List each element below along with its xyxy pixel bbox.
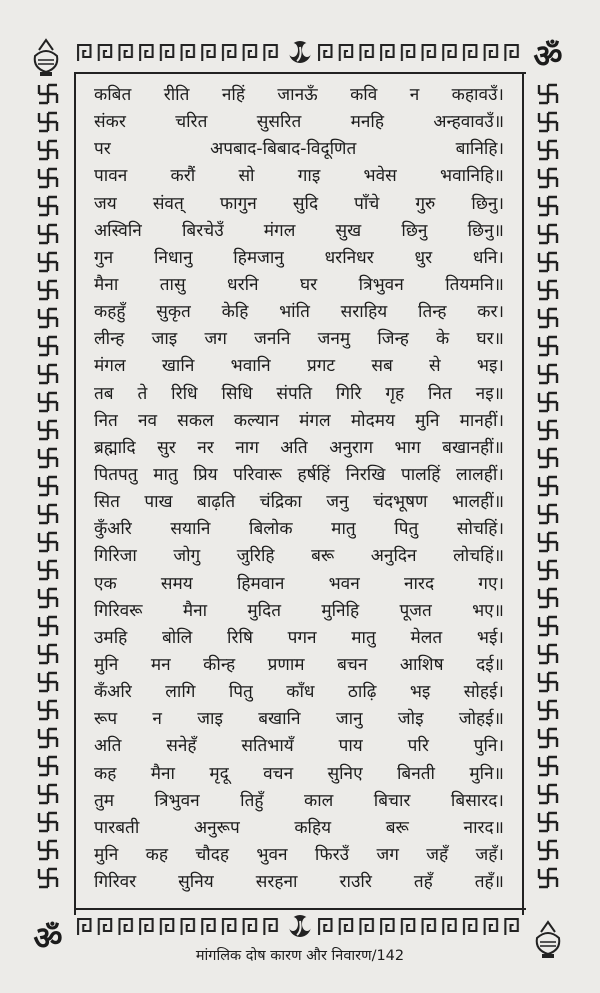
swastika-icon bbox=[37, 139, 59, 161]
swastika-icon bbox=[537, 615, 559, 637]
ganesha-icon bbox=[283, 913, 317, 939]
swastika-icon bbox=[537, 531, 559, 553]
swastika-motif bbox=[530, 556, 566, 584]
verse-line: उमहि बोलि रिषि पगन मातु मेलत भई। bbox=[94, 627, 504, 648]
page-footer: मांगलिक दोष कारण और निवारण/142 bbox=[195, 948, 405, 964]
swastika-motif bbox=[530, 416, 566, 444]
swastika-motif bbox=[30, 136, 66, 164]
swastika-motif bbox=[530, 472, 566, 500]
swastika-icon bbox=[537, 83, 559, 105]
swastika-motif bbox=[530, 304, 566, 332]
frame-line-left bbox=[74, 72, 76, 915]
swastika-motif bbox=[30, 388, 66, 416]
swastika-motif bbox=[30, 668, 66, 696]
swastika-motif bbox=[530, 584, 566, 612]
verse-line: लीन्ह जाइ जग जननि जनमु जिन्ह के घर॥ bbox=[94, 329, 504, 350]
swastika-icon bbox=[537, 335, 559, 357]
verse-line: जय संवत् फागुन सुदि पाँचे गुरु छिनु। bbox=[94, 193, 504, 214]
swastika-motif bbox=[530, 724, 566, 752]
swastika-icon bbox=[537, 279, 559, 301]
verse-line: मुनि कह चौदह भुवन फिरउँ जग जहँ जहँ। bbox=[94, 844, 504, 865]
swastika-icon bbox=[537, 699, 559, 721]
swastika-icon bbox=[37, 783, 59, 805]
swastika-icon bbox=[37, 671, 59, 693]
swastika-icon bbox=[537, 587, 559, 609]
swastika-motif bbox=[30, 304, 66, 332]
verse-line: कुँअरि सयानि बिलोक मातु पितु सोचहिं। bbox=[94, 519, 504, 540]
verse-line: सित पाख बाढ़ति चंद्रिका जनु चंदभूषण भालहीं॥ bbox=[94, 492, 504, 513]
swastika-motif bbox=[30, 416, 66, 444]
swastika-icon bbox=[537, 727, 559, 749]
swastika-icon bbox=[537, 475, 559, 497]
swastika-motif bbox=[30, 500, 66, 528]
swastika-motif bbox=[30, 360, 66, 388]
swastika-motif bbox=[530, 192, 566, 220]
verse-line: तब ते रिधि सिधि संपति गिरि गृह नित नइ॥ bbox=[94, 383, 504, 404]
swastika-motif bbox=[30, 724, 66, 752]
swastika-icon bbox=[37, 587, 59, 609]
verse-line: गिरिजा जोगु जुरिहि बरू अनुदिन लोचहिं॥ bbox=[94, 546, 504, 567]
swastika-motif bbox=[530, 276, 566, 304]
swastika-motif bbox=[530, 164, 566, 192]
swastika-motif bbox=[30, 808, 66, 836]
swastika-motif bbox=[530, 864, 566, 892]
verse-line: एक समय हिमवान भवन नारद गए। bbox=[94, 573, 504, 594]
verse-line: कह मैना मृदू वचन सुनिए बिनती मुनि॥ bbox=[94, 763, 504, 784]
swastika-icon bbox=[37, 811, 59, 833]
swastika-motif bbox=[530, 220, 566, 248]
swastika-icon bbox=[537, 139, 559, 161]
verse-line: अति सनेहँ सतिभायँ पाय परि पुनि। bbox=[94, 736, 504, 757]
swastika-icon bbox=[537, 783, 559, 805]
swastika-motif bbox=[30, 444, 66, 472]
swastika-motif bbox=[530, 248, 566, 276]
swastika-motif bbox=[530, 528, 566, 556]
verse-line: कँअरि लागि पितु काँध ठाढ़ि भइ सोहई। bbox=[94, 682, 504, 703]
verse-line: रूप न जाइ बखानि जानु जोइ जोहई॥ bbox=[94, 709, 504, 730]
left-swastika-column bbox=[30, 80, 66, 892]
swastika-motif bbox=[30, 640, 66, 668]
swastika-motif bbox=[30, 248, 66, 276]
swastika-icon bbox=[37, 419, 59, 441]
swastika-icon bbox=[37, 531, 59, 553]
swastika-motif bbox=[530, 808, 566, 836]
swastika-icon bbox=[37, 447, 59, 469]
verse-line: पर अपबाद-बिबाद-विदूणित बानिहि। bbox=[94, 139, 504, 160]
swastika-motif bbox=[530, 80, 566, 108]
verse-line: मैना तासु धरनि घर त्रिभुवन तियमनि॥ bbox=[94, 274, 504, 295]
bottom-border-band bbox=[76, 912, 524, 940]
verse-line: नित नव सकल कल्यान मंगल मोदमय मुनि मानहीं। bbox=[94, 410, 504, 431]
verse-line: गिरिवर सुनिय सरहना राउरि तहँ तहँ॥ bbox=[94, 872, 504, 893]
swastika-icon bbox=[37, 195, 59, 217]
swastika-icon bbox=[37, 755, 59, 777]
swastika-icon bbox=[37, 167, 59, 189]
swastika-motif bbox=[530, 136, 566, 164]
swastika-icon bbox=[537, 755, 559, 777]
swastika-motif bbox=[30, 836, 66, 864]
swastika-icon bbox=[537, 559, 559, 581]
verse-line: पारबती अनुरूप कहिय बरू नारद॥ bbox=[94, 817, 504, 838]
swastika-motif bbox=[30, 108, 66, 136]
key-pattern-icon bbox=[76, 41, 283, 63]
swastika-icon bbox=[37, 559, 59, 581]
swastika-motif bbox=[30, 528, 66, 556]
swastika-icon bbox=[537, 223, 559, 245]
swastika-icon bbox=[537, 391, 559, 413]
swastika-icon bbox=[37, 643, 59, 665]
verse-line: पावन करौं सो गाइ भवेस भवानिहि॥ bbox=[94, 166, 504, 187]
swastika-motif bbox=[530, 388, 566, 416]
swastika-icon bbox=[537, 811, 559, 833]
swastika-motif bbox=[30, 192, 66, 220]
swastika-motif bbox=[530, 500, 566, 528]
key-pattern-icon bbox=[317, 915, 524, 937]
swastika-motif bbox=[30, 472, 66, 500]
swastika-icon bbox=[37, 503, 59, 525]
swastika-motif bbox=[530, 612, 566, 640]
swastika-icon bbox=[537, 307, 559, 329]
verse-line: मंगल खानि भवानि प्रगट सब से भइ। bbox=[94, 356, 504, 377]
swastika-icon bbox=[37, 223, 59, 245]
swastika-icon bbox=[37, 839, 59, 861]
swastika-icon bbox=[537, 447, 559, 469]
swastika-motif bbox=[30, 276, 66, 304]
swastika-icon bbox=[537, 251, 559, 273]
swastika-motif bbox=[30, 220, 66, 248]
swastika-icon bbox=[537, 839, 559, 861]
swastika-motif bbox=[30, 556, 66, 584]
swastika-motif bbox=[30, 696, 66, 724]
swastika-icon bbox=[537, 111, 559, 133]
swastika-icon bbox=[37, 307, 59, 329]
swastika-icon bbox=[37, 111, 59, 133]
swastika-motif bbox=[530, 444, 566, 472]
swastika-icon bbox=[537, 643, 559, 665]
kalash-icon bbox=[26, 38, 66, 78]
swastika-motif bbox=[30, 612, 66, 640]
swastika-motif bbox=[30, 584, 66, 612]
swastika-icon bbox=[37, 475, 59, 497]
swastika-motif bbox=[530, 360, 566, 388]
right-swastika-column bbox=[530, 80, 566, 892]
swastika-icon bbox=[37, 615, 59, 637]
om-icon: ॐ bbox=[33, 919, 63, 957]
swastika-motif bbox=[530, 668, 566, 696]
swastika-icon bbox=[37, 699, 59, 721]
verse-line: अस्विनि बिरचेउँ मंगल सुख छिनु छिनु॥ bbox=[94, 220, 504, 241]
swastika-icon bbox=[537, 195, 559, 217]
verse-line: संकर चरित सुसरित मनहि अन्हवावउँ॥ bbox=[94, 112, 504, 133]
swastika-icon bbox=[37, 391, 59, 413]
swastika-icon bbox=[37, 83, 59, 105]
swastika-icon bbox=[37, 279, 59, 301]
swastika-motif bbox=[30, 80, 66, 108]
swastika-icon bbox=[537, 363, 559, 385]
verse-line: मुनि मन कीन्ह प्रणाम बचन आशिष दई॥ bbox=[94, 654, 504, 675]
om-icon: ॐ bbox=[533, 37, 563, 75]
swastika-icon bbox=[37, 251, 59, 273]
frame-line-right bbox=[522, 72, 524, 915]
verse-line: कहहुँ सुकृत केहि भांति सराहिय तिन्ह कर। bbox=[94, 302, 504, 323]
frame-line-bottom bbox=[74, 908, 526, 910]
swastika-motif bbox=[530, 836, 566, 864]
swastika-motif bbox=[30, 752, 66, 780]
swastika-motif bbox=[530, 752, 566, 780]
verse-line: कबित रीति नहिं जानऊँ कवि न कहावउँ। bbox=[94, 85, 504, 105]
swastika-motif bbox=[530, 108, 566, 136]
swastika-motif bbox=[30, 332, 66, 360]
swastika-icon bbox=[537, 167, 559, 189]
swastika-icon bbox=[37, 335, 59, 357]
verse-line: गिरिवरू मैना मुदित मुनिहि पूजत भए॥ bbox=[94, 600, 504, 621]
verse-line: ब्रह्मादि सुर नर नाग अति अनुराग भाग बखानहीं॥ bbox=[94, 437, 504, 458]
key-pattern-icon bbox=[76, 915, 283, 937]
verse-line: पितपतु मातु प्रिय परिवारू हर्षहिं निरखि पालहिं लालहीं। bbox=[94, 464, 504, 485]
top-border-band bbox=[76, 38, 524, 66]
swastika-motif bbox=[530, 780, 566, 808]
swastika-motif bbox=[30, 780, 66, 808]
swastika-motif bbox=[530, 332, 566, 360]
swastika-icon bbox=[537, 503, 559, 525]
verse-line: तुम त्रिभुवन तिहुँ काल बिचार बिसारद। bbox=[94, 790, 504, 811]
frame-line-top bbox=[74, 72, 526, 74]
key-pattern-icon bbox=[317, 41, 524, 63]
swastika-motif bbox=[530, 640, 566, 668]
verse-text-block bbox=[94, 82, 504, 896]
swastika-motif bbox=[530, 696, 566, 724]
swastika-icon bbox=[537, 671, 559, 693]
swastika-icon bbox=[537, 867, 559, 889]
swastika-icon bbox=[37, 867, 59, 889]
swastika-motif bbox=[30, 864, 66, 892]
swastika-icon bbox=[537, 419, 559, 441]
verse-line: गुन निधानु हिमजानु धरनिधर धुर धनि। bbox=[94, 247, 504, 268]
swastika-icon bbox=[37, 727, 59, 749]
swastika-icon bbox=[37, 363, 59, 385]
ganesha-icon bbox=[283, 39, 317, 65]
swastika-motif bbox=[30, 164, 66, 192]
